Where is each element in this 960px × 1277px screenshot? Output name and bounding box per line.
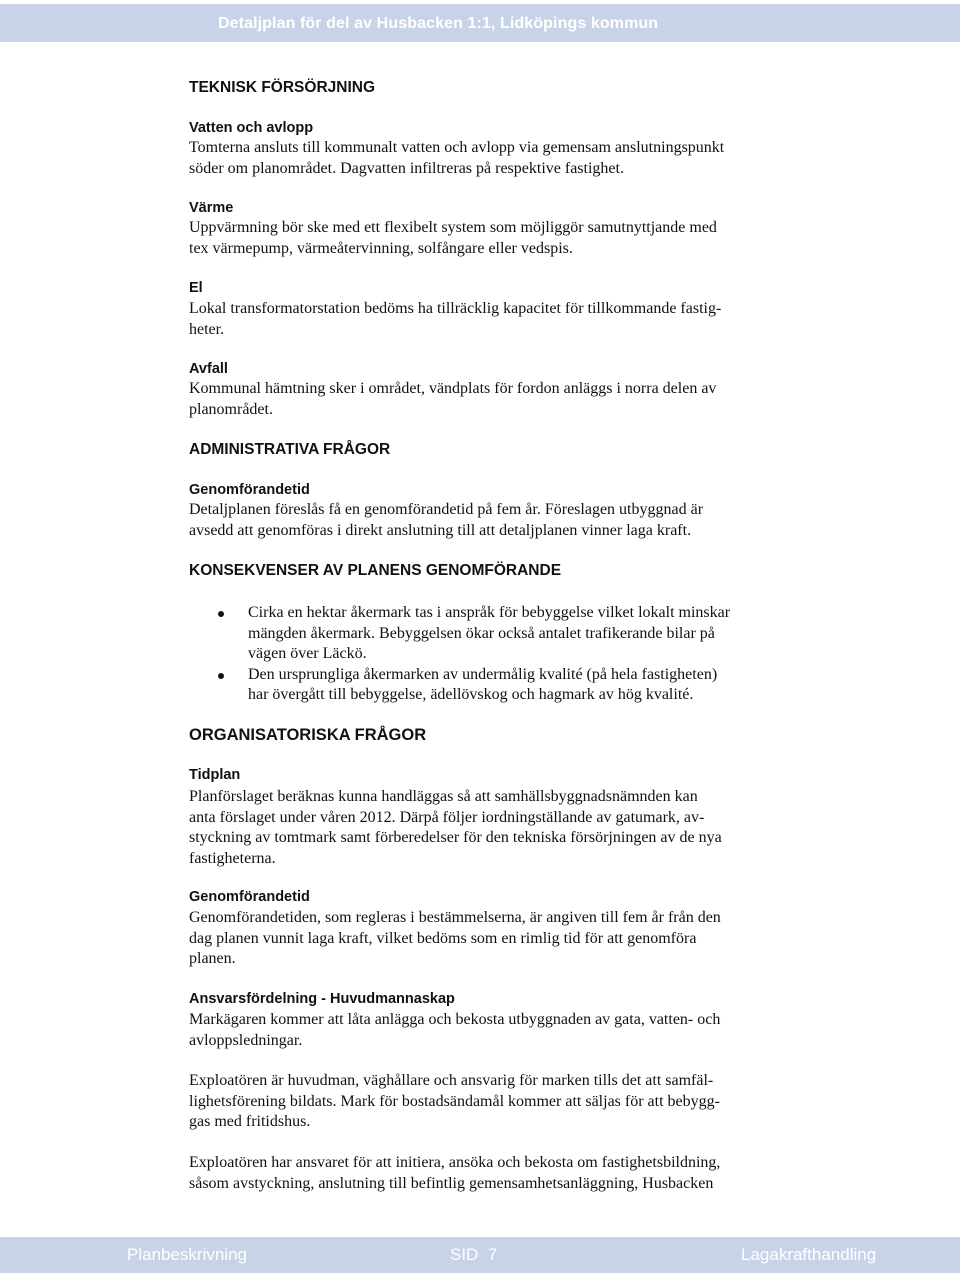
text-line: Exploatören har ansvaret för att initiera, ansöka och bekosta om fastighetsbildning, [189, 1154, 721, 1171]
text-line: planområdet. [189, 400, 273, 418]
text-line: Cirka en hektar åkermark tas i anspråk för bebyggelse vilket lokalt minskar [248, 604, 731, 621]
list-item [215, 665, 785, 706]
text-line: Exploatören är huvudman, väghållare och ansvarig för marken tills det att samfäl- [189, 1072, 714, 1089]
subheading-genomforandetid: Genomförandetid [189, 482, 310, 498]
paragraph-vatten-och-avlopp [189, 138, 789, 179]
heading-organisatoriska-fragor: ORGANISATORISKA FRÅGOR [189, 726, 427, 744]
paragraph-avfall [189, 379, 789, 420]
text-line: söder om planområdet. Dagvatten infiltreras på respektive fastighet. [189, 159, 624, 177]
text-line: Uppvärmning bör ske med ett flexibelt system som möjliggör samutnyttjande med [189, 219, 717, 236]
document-title: Detaljplan för del av Husbacken 1:1, Lidköpings kommun [218, 15, 659, 32]
paragraph-genomforandetid-2 [189, 908, 789, 970]
text-line: Markägaren kommer att låta anlägga och bekosta utbyggnaden av gata, vatten- och [189, 1011, 721, 1028]
list-item-text [248, 603, 808, 665]
text-line: Planförslaget beräknas kunna handläggas så att samhällsbyggnadsnämnden kan [189, 788, 698, 805]
subheading-vatten-och-avlopp: Vatten och avlopp [189, 120, 314, 136]
text-line: anta förslaget under våren 2012. Därpå följer iordningställande av gatumark, av- [189, 808, 705, 826]
page-number: SID 7 [450, 1245, 498, 1264]
heading-administrativa-fragor: ADMINISTRATIVA FRÅGOR [189, 441, 391, 458]
heading-teknisk-forsorjning: TEKNISK FÖRSÖRJNING [189, 79, 376, 96]
heading-konsekvenser: KONSEKVENSER AV PLANENS GENOMFÖRANDE [189, 562, 562, 579]
subheading-ansvarsfordelning: Ansvarsfördelning - Huvudmannaskap [189, 991, 455, 1007]
konsekvenser-list [215, 603, 785, 706]
footer-status: Lagakrafthandling [741, 1245, 877, 1264]
text-line: Detaljplanen föreslås få en genomförandetid på fem år. Föreslagen utbyggnad är [189, 501, 704, 518]
paragraph-varme [189, 218, 789, 259]
subheading-avfall: Avfall [189, 361, 228, 377]
list-item-text [248, 665, 808, 706]
text-line: har övergått till bebyggelse, ädellövskog och hagmark av hög kvalité. [248, 686, 694, 703]
text-line: Kommunal hämtning sker i området, vändplats för fordon anläggs i norra delen av [189, 380, 717, 397]
subheading-genomforandetid-2: Genomförandetid [189, 889, 310, 905]
subheading-tidplan: Tidplan [189, 767, 241, 783]
page-header [0, 4, 960, 42]
text-line: avloppsledningar. [189, 1031, 303, 1049]
page-footer [0, 1237, 960, 1273]
text-line: avsedd att genomföras i direkt anslutning till att detaljplanen vinner laga kraft. [189, 521, 692, 539]
text-line: lighetsförening bildats. Mark för bostadsändamål kommer att säljas för att bebygg- [189, 1092, 720, 1110]
paragraph-ansvar-2 [189, 1071, 789, 1133]
text-line: Lokal transformatorstation bedöms ha tillräcklig kapacitet för tillkommande fastig- [189, 300, 722, 317]
text-line: dag planen vunnit laga kraft, vilket bedöms som en rimlig tid för att genomföra [189, 929, 697, 947]
bullet-icon [218, 673, 224, 679]
text-line: såsom avstyckning, anslutning till befintlig gemensamhetsanläggning, Husbacken [189, 1174, 714, 1192]
text-line: fastigheterna. [189, 849, 276, 867]
text-line: vägen över Läckö. [248, 645, 367, 662]
text-line: tex värmepump, värmeåtervinning, solfångare eller vedspis. [189, 239, 573, 257]
subheading-el: El [189, 280, 203, 296]
text-line: heter. [189, 320, 225, 338]
paragraph-ansvar-1 [189, 1010, 789, 1051]
paragraph-tidplan [189, 787, 789, 869]
text-line: gas med fritidshus. [189, 1113, 311, 1130]
paragraph-ansvar-3 [189, 1153, 789, 1194]
text-line: Den ursprungliga åkermarken av undermålig kvalité (på hela fastigheten) [248, 665, 718, 683]
paragraph-genomforandetid [189, 500, 789, 541]
text-line: mängden åkermark. Bebyggelsen ökar också antalet trafikerande bilar på [248, 624, 715, 642]
text-line: Tomterna ansluts till kommunalt vatten och avlopp via gemensam anslutningspunkt [189, 139, 725, 156]
subheading-varme: Värme [189, 200, 234, 216]
list-item [215, 603, 785, 665]
text-line: planen. [189, 950, 236, 967]
text-line: Genomförandetiden, som regleras i bestämmelserna, är angiven till fem år från den [189, 909, 721, 926]
paragraph-el [189, 299, 789, 340]
text-line: styckning av tomtmark samt förberedelser för den tekniska försörjningen av de nya [189, 829, 722, 846]
bullet-icon [218, 611, 224, 617]
footer-document-type: Planbeskrivning [127, 1245, 248, 1264]
